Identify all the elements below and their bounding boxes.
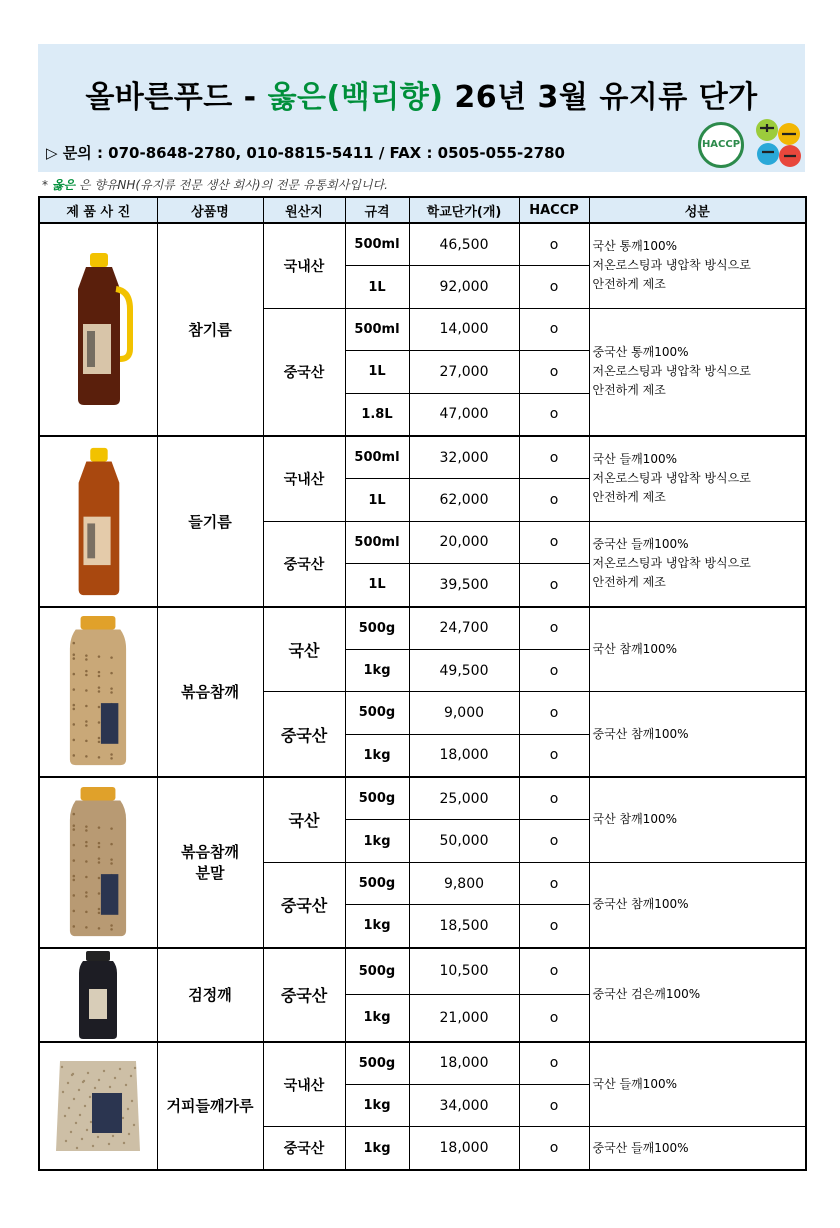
product-photo <box>39 777 157 948</box>
spec-cell: 500ml <box>345 521 409 563</box>
page-title <box>38 72 805 116</box>
haccp-cell: o <box>519 1042 589 1085</box>
brand-logo-icon <box>752 116 804 170</box>
roasted-sesame-bottle-icon <box>57 614 139 769</box>
haccp-cell: o <box>519 607 589 650</box>
origin-cell: 국산 <box>263 607 345 692</box>
spec-cell: 1kg <box>345 995 409 1042</box>
spec-cell: 500g <box>345 692 409 734</box>
haccp-cell: o <box>519 862 589 904</box>
product-name: 검정깨 <box>157 948 263 1042</box>
composition-cell: 중국산 들깨100% 저온로스팅과 냉압착 방식으로 안전하게 제조 <box>589 521 806 606</box>
composition-cell: 국산 들깨100% <box>589 1042 806 1127</box>
table-row <box>39 1042 806 1085</box>
table-body <box>39 223 806 1170</box>
spec-cell: 1L <box>345 479 409 521</box>
haccp-cell: o <box>519 223 589 266</box>
table-row <box>39 948 806 995</box>
perilla-powder-bag-icon <box>52 1053 144 1158</box>
price-cell: 18,000 <box>409 734 519 777</box>
column-header-spec: 규격 <box>345 197 409 223</box>
price-cell: 14,000 <box>409 308 519 350</box>
haccp-cell: o <box>519 905 589 948</box>
product-name: 거피들깨가루 <box>157 1042 263 1170</box>
origin-cell: 국내산 <box>263 1042 345 1127</box>
price-cell: 46,500 <box>409 223 519 266</box>
haccp-cell: o <box>519 1127 589 1170</box>
price-cell: 47,000 <box>409 393 519 436</box>
composition-cell: 국산 들깨100% 저온로스팅과 냉압착 방식으로 안전하게 제조 <box>589 436 806 521</box>
product-name: 들기름 <box>157 436 263 607</box>
spec-cell: 500ml <box>345 223 409 266</box>
note-highlight: 옳은 <box>51 178 76 192</box>
spec-cell: 500g <box>345 777 409 820</box>
spec-cell: 500g <box>345 607 409 650</box>
sesame-powder-bottle-icon <box>57 785 139 940</box>
spec-cell: 500ml <box>345 436 409 479</box>
price-cell: 24,700 <box>409 607 519 650</box>
product-photo <box>39 607 157 778</box>
spec-cell: 500ml <box>345 308 409 350</box>
price-cell: 20,000 <box>409 521 519 563</box>
origin-cell: 중국산 <box>263 692 345 777</box>
spec-cell: 1L <box>345 564 409 607</box>
perilla-oil-bottle-icon <box>53 444 143 599</box>
origin-cell: 국내산 <box>263 436 345 521</box>
spec-cell: 500g <box>345 862 409 904</box>
price-cell: 27,000 <box>409 351 519 393</box>
origin-cell: 국산 <box>263 777 345 862</box>
column-header-haccp: HACCP <box>519 197 589 223</box>
spec-cell: 1kg <box>345 649 409 691</box>
spec-cell: 1kg <box>345 1127 409 1170</box>
spec-cell: 1.8L <box>345 393 409 436</box>
price-cell: 62,000 <box>409 479 519 521</box>
haccp-cell: o <box>519 521 589 563</box>
table-header-row <box>39 197 806 223</box>
product-photo <box>39 223 157 436</box>
haccp-cell: o <box>519 266 589 308</box>
column-header-product-name: 상품명 <box>157 197 263 223</box>
note-prefix: * <box>42 178 52 192</box>
price-cell: 18,500 <box>409 905 519 948</box>
haccp-cell: o <box>519 948 589 995</box>
table-row <box>39 223 806 266</box>
spec-cell: 1kg <box>345 820 409 862</box>
column-header-composition: 성분 <box>589 197 806 223</box>
composition-cell: 중국산 참깨100% <box>589 692 806 777</box>
product-name: 볶음참깨 <box>157 607 263 778</box>
origin-cell: 국내산 <box>263 223 345 308</box>
haccp-cell: o <box>519 820 589 862</box>
sesame-oil-bottle-icon <box>53 249 143 409</box>
note-text: 은 향유NH(유지류 전문 생산 회사)의 전문 유통회사입니다. <box>75 178 388 192</box>
table-row <box>39 607 806 650</box>
haccp-cell: o <box>519 351 589 393</box>
haccp-cell: o <box>519 777 589 820</box>
haccp-cell: o <box>519 995 589 1042</box>
product-name: 참기름 <box>157 223 263 436</box>
composition-cell: 중국산 검은깨100% <box>589 948 806 1042</box>
price-cell: 34,000 <box>409 1085 519 1127</box>
composition-cell: 중국산 들깨100% <box>589 1127 806 1170</box>
column-header-photo: 제 품 사 진 <box>39 197 157 223</box>
composition-cell: 국산 참깨100% <box>589 777 806 862</box>
header-banner <box>38 44 805 172</box>
spec-cell: 500g <box>345 1042 409 1085</box>
haccp-cell: o <box>519 479 589 521</box>
product-photo <box>39 436 157 607</box>
price-cell: 32,000 <box>409 436 519 479</box>
origin-cell: 중국산 <box>263 521 345 606</box>
spec-cell: 1L <box>345 266 409 308</box>
origin-cell: 중국산 <box>263 308 345 436</box>
price-table <box>38 196 807 1171</box>
price-cell: 9,800 <box>409 862 519 904</box>
distributor-note <box>42 176 388 193</box>
price-cell: 18,000 <box>409 1127 519 1170</box>
spec-cell: 1kg <box>345 1085 409 1127</box>
price-cell: 49,500 <box>409 649 519 691</box>
price-cell: 21,000 <box>409 995 519 1042</box>
spec-cell: 500g <box>345 948 409 995</box>
title-highlight: 옳은(백리향) <box>267 80 444 115</box>
haccp-cell: o <box>519 692 589 734</box>
column-header-origin: 원산지 <box>263 197 345 223</box>
spec-cell: 1kg <box>345 734 409 777</box>
price-cell: 9,000 <box>409 692 519 734</box>
haccp-cell: o <box>519 734 589 777</box>
contact-info: ▷ 문의 : 070-8648-2780, 010-8815-5411 / FAX : 0505-055-2780 <box>46 144 565 162</box>
haccp-cell: o <box>519 436 589 479</box>
spec-cell: 1kg <box>345 905 409 948</box>
title-prefix: 올바른푸드 - <box>85 80 268 115</box>
haccp-cell: o <box>519 564 589 607</box>
composition-cell: 국산 통깨100% 저온로스팅과 냉압착 방식으로 안전하게 제조 <box>589 223 806 308</box>
haccp-logo-icon <box>698 122 744 168</box>
origin-cell: 중국산 <box>263 862 345 947</box>
haccp-cell: o <box>519 649 589 691</box>
price-cell: 92,000 <box>409 266 519 308</box>
origin-cell: 중국산 <box>263 1127 345 1170</box>
haccp-cell: o <box>519 393 589 436</box>
price-cell: 50,000 <box>409 820 519 862</box>
composition-cell: 중국산 통깨100% 저온로스팅과 냉압착 방식으로 안전하게 제조 <box>589 308 806 436</box>
product-photo <box>39 948 157 1042</box>
price-cell: 10,500 <box>409 948 519 995</box>
table-row <box>39 777 806 820</box>
price-cell: 39,500 <box>409 564 519 607</box>
title-suffix: 26년 3월 유지류 단가 <box>443 80 758 115</box>
composition-cell: 중국산 참깨100% <box>589 862 806 947</box>
origin-cell: 중국산 <box>263 948 345 1042</box>
composition-cell: 국산 참깨100% <box>589 607 806 692</box>
haccp-logo-text: HACCP <box>701 139 741 150</box>
spec-cell: 1L <box>345 351 409 393</box>
product-photo <box>39 1042 157 1170</box>
haccp-cell: o <box>519 1085 589 1127</box>
haccp-cell: o <box>519 308 589 350</box>
table-row <box>39 436 806 479</box>
price-cell: 18,000 <box>409 1042 519 1085</box>
price-cell: 25,000 <box>409 777 519 820</box>
column-header-price: 학교단가(개) <box>409 197 519 223</box>
black-sesame-bottle-icon <box>72 949 124 1041</box>
product-name: 볶음참깨 분말 <box>157 777 263 948</box>
